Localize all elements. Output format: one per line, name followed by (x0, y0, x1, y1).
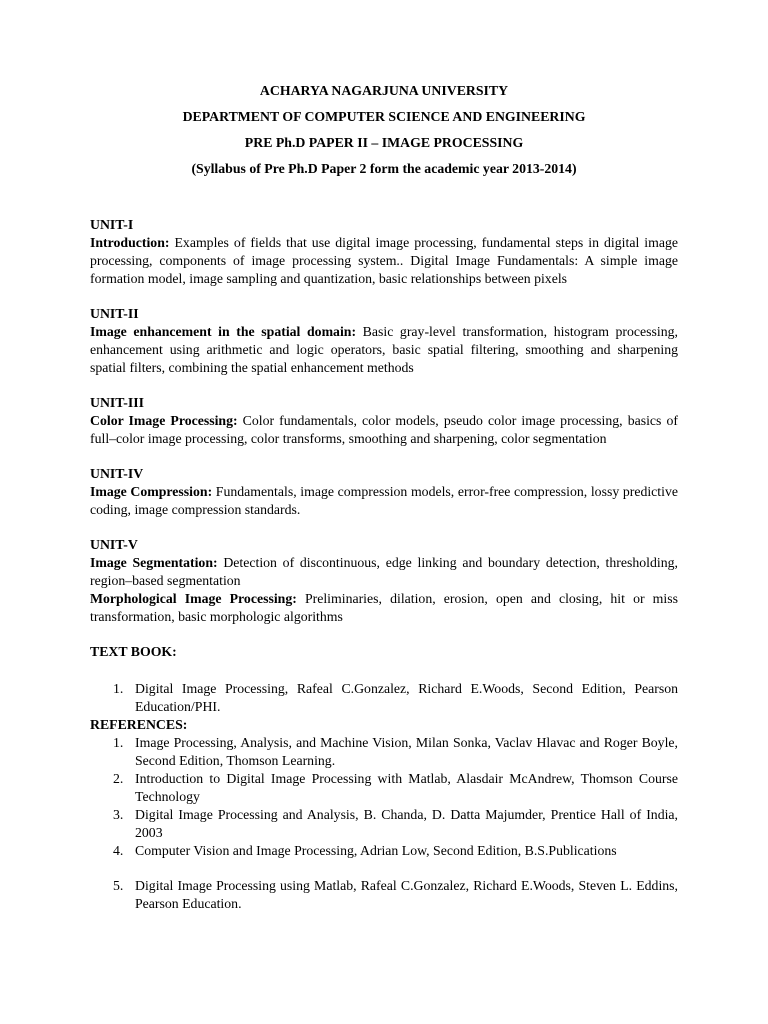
topic-heading: Morphological Image Processing: (90, 591, 297, 606)
topic-text: Basic gray-level transformation, histogram processing, enhancement using arithmetic and logic operators, basic spatial filtering, smoothing and sharpening spatial filters, combining the spatial enhancement methods (90, 324, 678, 375)
unit-title: UNIT-V (90, 537, 138, 552)
textbook-title: TEXT BOOK: (90, 644, 177, 659)
syllabus-page (90, 78, 678, 913)
topic-text: Preliminaries, dilation, erosion, open and closing, hit or miss transformation, basic morphologic algorithms (90, 591, 678, 624)
unit-title: UNIT-III (90, 395, 144, 410)
item-number: 3. (113, 807, 124, 822)
department-name: DEPARTMENT OF COMPUTER SCIENCE AND ENGINEERING (182, 109, 586, 124)
item-number: 2. (113, 771, 124, 786)
unit-3 (90, 394, 678, 448)
topic-text: Detection of discontinuous, edge linking and boundary detection, thresholding, region–based segmentation (90, 555, 678, 588)
topic-text: Fundamentals, image compression models, error-free compression, lossy predictive coding, image compression standards. (90, 484, 678, 517)
unit-body (90, 234, 678, 288)
item-text: Digital Image Processing using Matlab, Rafeal C.Gonzalez, Richard E.Woods, Steven L. Eddins, Pearson Education. (135, 878, 678, 911)
topic-text: Color fundamentals, color models, pseudo color image processing, basics of full–color image processing, color transforms, smoothing and sharpening, color segmentation (90, 413, 678, 446)
unit-title: UNIT-IV (90, 466, 144, 481)
topic-heading: Image enhancement in the spatial domain: (90, 324, 357, 339)
paper-title: PRE Ph.D PAPER II – IMAGE PROCESSING (244, 135, 524, 150)
item-text: Digital Image Processing, Rafeal C.Gonzalez, Richard E.Woods, Second Edition, Pearson Education/PHI. (135, 681, 678, 714)
item-text: Computer Vision and Image Processing, Adrian Low, Second Edition, B.S.Publications (135, 843, 617, 858)
list-item (90, 770, 678, 806)
unit-body (90, 483, 678, 519)
item-text: Image Processing, Analysis, and Machine Vision, Milan Sonka, Vaclav Hlavac and Roger Boyle, Second Edition, Thomson Learning. (135, 735, 678, 768)
unit-2 (90, 305, 678, 377)
item-text: Digital Image Processing and Analysis, B. Chanda, D. Datta Majumder, Prentice Hall of India, 2003 (135, 807, 678, 840)
unit-body (90, 554, 678, 590)
item-number: 5. (113, 878, 124, 893)
list-item (90, 734, 678, 770)
document-header (90, 78, 678, 182)
unit-4 (90, 465, 678, 519)
references-title: REFERENCES: (90, 717, 188, 732)
topic-heading: Introduction: (90, 235, 170, 250)
unit-title: UNIT-I (90, 217, 134, 232)
item-number: 4. (113, 843, 124, 858)
item-number: 1. (113, 681, 124, 696)
item-text: Introduction to Digital Image Processing with Matlab, Alasdair McAndrew, Thomson Course Technology (135, 771, 678, 804)
university-name: ACHARYA NAGARJUNA UNIVERSITY (259, 83, 509, 98)
topic-heading: Image Segmentation: (90, 555, 218, 570)
unit-body (90, 590, 678, 626)
item-number: 1. (113, 735, 124, 750)
unit-body (90, 412, 678, 448)
topic-heading: Image Compression: (90, 484, 213, 499)
list-item (90, 806, 678, 842)
references-list (90, 734, 678, 913)
list-item (90, 842, 678, 860)
unit-body (90, 323, 678, 377)
topic-text: Examples of fields that use digital image processing, fundamental steps in digital image processing, components of image processing system.. Digital Image Fundamentals: A simple image formation model, image sampling and quantization, basic relationships between pixels (90, 235, 678, 286)
unit-5 (90, 536, 678, 626)
topic-heading: Color Image Processing: (90, 413, 238, 428)
list-item (90, 680, 678, 716)
textbook-list (90, 680, 678, 716)
syllabus-subtitle: (Syllabus of Pre Ph.D Paper 2 form the academic year 2013-2014) (191, 161, 577, 176)
list-item (90, 877, 678, 913)
unit-1 (90, 216, 678, 288)
unit-title: UNIT-II (90, 306, 139, 321)
